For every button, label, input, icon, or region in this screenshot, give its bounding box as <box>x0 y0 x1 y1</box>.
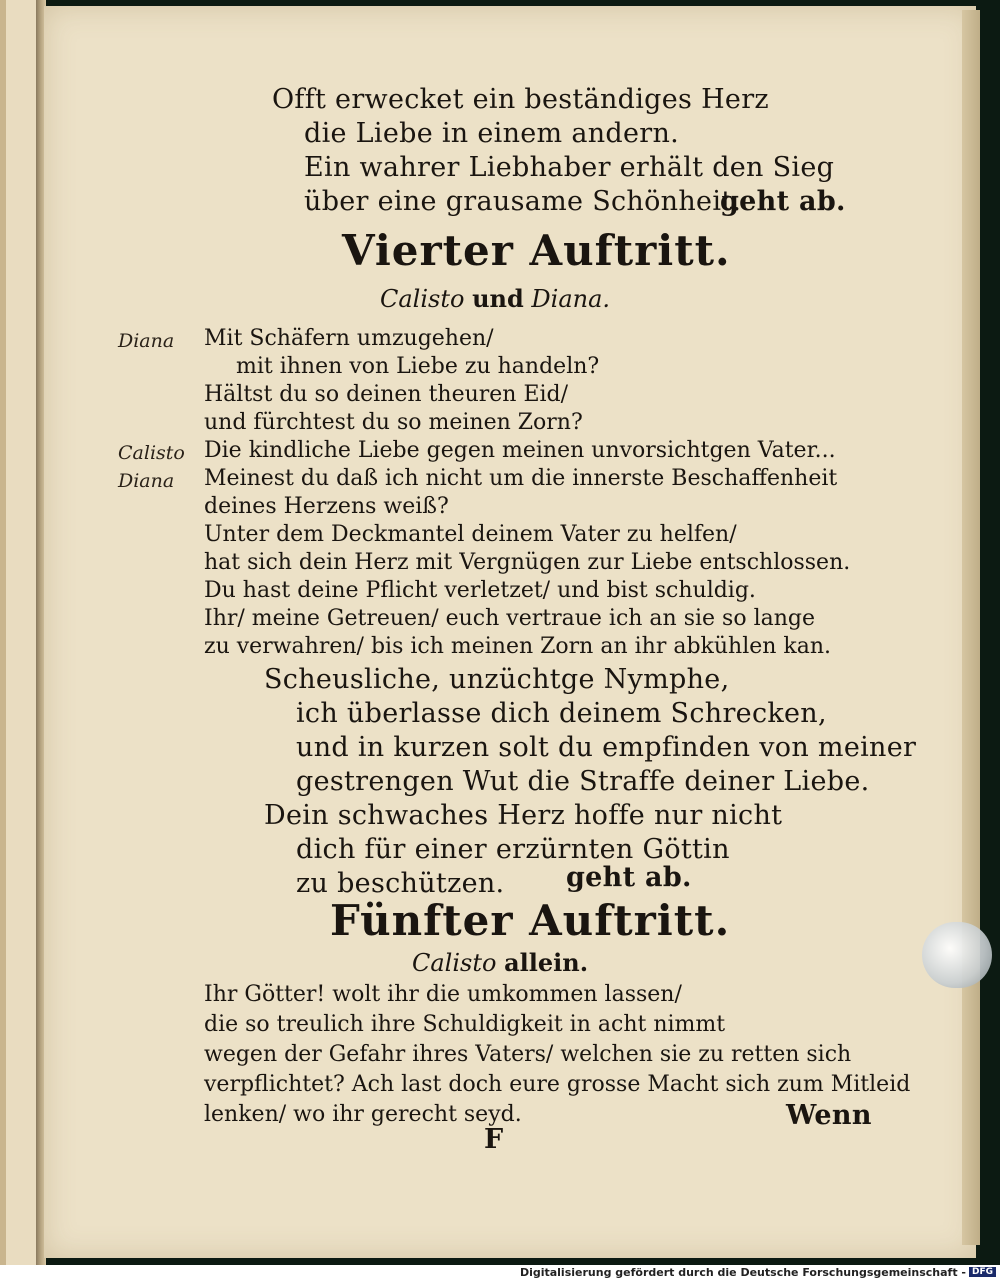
monologue-line: die so treulich ihre Schuldigkeit in acht nimmt <box>204 1012 726 1037</box>
dfg-logo: DFG <box>969 1267 996 1277</box>
monologue-line: wegen der Gefahr ihres Vaters/ welchen sie zu retten sich <box>204 1042 852 1067</box>
page-fore-edge <box>962 10 980 1245</box>
dialogue-line: zu verwahren/ bis ich meinen Zorn an ihr abkühlen kan. <box>204 634 832 659</box>
cast-line <box>380 284 610 313</box>
scene-heading: Vierter Auftritt. <box>342 226 731 275</box>
dialogue-line: und fürchtest du so meinen Zorn? <box>204 410 583 435</box>
aria2-line-4: gestrengen Wut die Straffe deiner Liebe. <box>296 766 870 797</box>
dialogue-line: Die kindliche Liebe gegen meinen unvorsichtgen Vater... <box>204 438 836 463</box>
scene-heading: Fünfter Auftritt. <box>330 896 731 945</box>
cast-diana: Diana. <box>531 285 611 313</box>
monologue-line: lenken/ wo ihr gerecht seyd. <box>204 1102 522 1127</box>
aria2-line-6: dich für einer erzürnten Göttin <box>296 834 730 865</box>
cast-calisto: Calisto <box>380 285 465 313</box>
dialogue-line: deines Herzens weiß? <box>204 494 449 519</box>
cast-calisto: Calisto <box>412 949 497 977</box>
speaker-diana: Diana <box>118 470 175 492</box>
aria1-line-1: Offt erwecket ein beständiges Herz <box>272 84 769 115</box>
dialogue-line: Meinest du daß ich nicht um die innerste Beschaffenheit <box>204 466 838 491</box>
footer-credit: Digitalisierung gefördert durch die Deutsche Forschungsgemeinschaft - <box>519 1266 966 1279</box>
aria2-line-5: Dein schwaches Herz hoffe nur nicht <box>264 800 783 831</box>
dialogue-line: Unter dem Deckmantel deinem Vater zu helfen/ <box>204 522 737 547</box>
page-clip <box>922 922 992 988</box>
aria2-line-7: zu beschützen. <box>296 868 505 899</box>
dialogue-line: hat sich dein Herz mit Vergnügen zur Liebe entschlossen. <box>204 550 851 575</box>
speaker-calisto: Calisto <box>118 442 185 464</box>
catchword: Wenn <box>786 1100 872 1131</box>
aria2-line-2: ich überlasse dich deinem Schrecken, <box>296 698 827 729</box>
left-page-border <box>0 0 6 1265</box>
dialogue-line: Ihr/ meine Getreuen/ euch vertraue ich an sie so lange <box>204 606 815 631</box>
speaker-diana: Diana <box>118 330 175 352</box>
stage-direction-exit: geht ab. <box>720 186 846 217</box>
cast-and: und <box>472 284 524 313</box>
dialogue-line: Hältst du so deinen theuren Eid/ <box>204 382 569 407</box>
stage-direction-exit: geht ab. <box>566 862 692 893</box>
dialogue-line: mit ihnen von Liebe zu handeln? <box>236 354 600 379</box>
aria1-line-2: die Liebe in einem andern. <box>304 118 680 149</box>
cast-alone: allein. <box>504 948 589 977</box>
dialogue-line: Mit Schäfern umzugehen/ <box>204 326 494 351</box>
aria1-line-4: über eine grausame Schönheit. <box>304 186 742 217</box>
aria2-line-1: Scheusliche, unzüchtge Nymphe, <box>264 664 730 695</box>
dialogue-line: Du hast deine Pflicht verletzet/ und bist schuldig. <box>204 578 756 603</box>
monologue-line: Ihr Götter! wolt ihr die umkommen lassen/ <box>204 982 682 1007</box>
aria2-line-3: und in kurzen solt du empfinden von meiner <box>296 732 917 763</box>
cast-line <box>412 948 588 977</box>
signature-mark: F <box>484 1124 504 1155</box>
monologue-line: verpflichtet? Ach last doch eure grosse Macht sich zum Mitleid <box>204 1072 911 1097</box>
aria1-line-3: Ein wahrer Liebhaber erhält den Sieg <box>304 152 835 183</box>
